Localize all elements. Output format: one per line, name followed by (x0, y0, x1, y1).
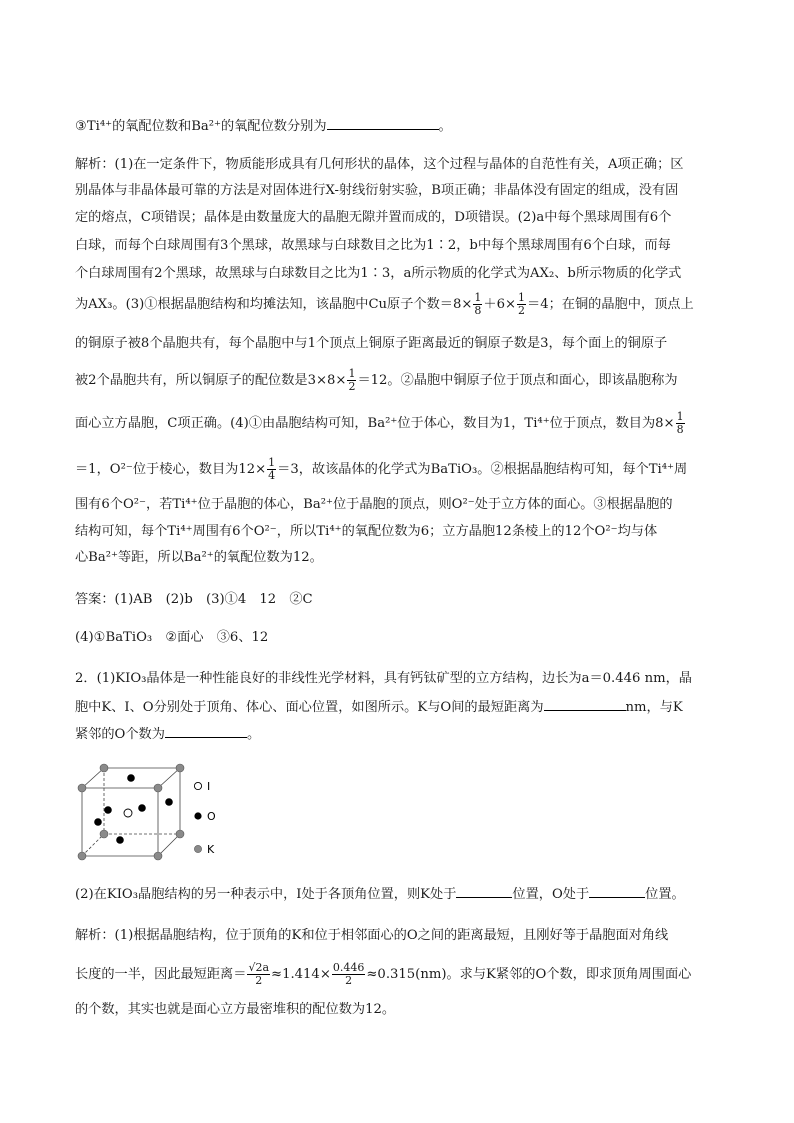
question-2-line: 2．(1)KIO₃晶体是一种性能良好的非线性光学材料，具有钙钛矿型的立方结构，边长为a＝0.446 nm，晶 (75, 671, 692, 686)
o-atom (127, 774, 135, 782)
solution-line (75, 292, 725, 317)
fraction-den: 2 (255, 974, 263, 987)
fraction-num: 1 (518, 291, 526, 304)
solution-line (75, 368, 725, 393)
text-span: ＝1，O²⁻位于棱心，数目为12× (75, 462, 267, 477)
o-atom (104, 806, 112, 814)
fraction (267, 457, 276, 482)
k-atom (154, 852, 162, 860)
question-3-line (75, 115, 725, 137)
o-atom (165, 798, 173, 806)
text-span: ＝3，故该晶体的化学式为BaTiO₃。②根据晶胞结构可知，每个Ti⁴⁺周 (277, 462, 688, 477)
fraction (473, 292, 482, 317)
k-atom (78, 852, 86, 860)
k-atom (154, 784, 162, 792)
k-atom (100, 830, 108, 838)
fraction-den: 8 (474, 304, 482, 317)
text-span: 长度的一半，因此最短距离＝ (75, 967, 247, 982)
text-span: 位置。 (645, 887, 685, 902)
question-2-line (75, 696, 725, 718)
o-atom (138, 804, 146, 812)
fraction (347, 368, 356, 393)
legend-k-swatch (194, 845, 201, 852)
fraction-num: √2a (248, 961, 270, 974)
text-span: 。 (246, 727, 261, 742)
fraction (332, 962, 366, 987)
o-atom (116, 836, 124, 844)
fraction-den: 8 (676, 423, 684, 436)
solution-line: 的铜原子被8个晶胞共有，每个晶胞中与1个顶点上铜原子距离最近的铜原子数是3，每个面上的铜原子 (75, 336, 668, 351)
solution-line: 的个数，其实也就是面心立方最密堆积的配位数为12。 (75, 1002, 396, 1017)
fraction-den: 2 (518, 304, 526, 317)
legend-o-swatch (194, 812, 201, 819)
o-atom (94, 818, 102, 826)
solution-line (75, 962, 725, 987)
k-atom (100, 764, 108, 772)
solution-line (75, 457, 725, 482)
kio3-unit-cell-diagram (70, 760, 250, 870)
legend-i-swatch (194, 782, 201, 789)
solution-line: 结构可知，每个Ti⁴⁺周围有6个O²⁻，所以Ti⁴⁺的氧配位数为6；立方晶胞12条棱上的12个O²⁻均与体 (75, 524, 658, 539)
legend-i-label: I (207, 780, 211, 793)
i-atom (124, 809, 132, 817)
text-span: ＝12。②晶胞中铜原子位于顶点和面心，即该晶胞称为 (357, 373, 678, 388)
legend-o-label: O (207, 810, 216, 823)
punct: 。 (438, 119, 452, 134)
solution-line: 解析：(1)根据晶胞结构，位于顶角的K和位于相邻面心的O之间的距离最短，且刚好等于晶胞面对角线 (75, 928, 669, 943)
fraction-num: 1 (348, 367, 356, 380)
question-text: ③Ti⁴⁺的氧配位数和Ba²⁺的氧配位数分别为 (75, 119, 327, 134)
fraction-num: 1 (474, 291, 482, 304)
solution-line: 心Ba²⁺等距，所以Ba²⁺的氧配位数为12。 (75, 550, 323, 565)
fraction-den: 2 (348, 380, 356, 393)
answer-blank (327, 115, 439, 130)
text-span: 位置，O处于 (512, 887, 590, 902)
k-atom (176, 830, 184, 838)
text-span: ≈1.414× (271, 967, 331, 982)
fraction-num: 1 (676, 410, 684, 423)
answer-blank (165, 723, 247, 738)
solution-line: 个白球周围有2个黑球，故黑球与白球数目之比为1∶3，a所示物质的化学式为AX₂、b所示物质的化学式 (75, 266, 682, 281)
question-2-line (75, 723, 725, 745)
question-2-part-2 (75, 883, 725, 905)
solution-line: 白球，而每个白球周围有3个黑球，故黑球与白球数目之比为1∶2，b中每个黑球周围有6个白球，而每 (75, 238, 671, 253)
fraction-den: 2 (345, 974, 353, 987)
legend-k-label: K (207, 843, 215, 856)
fraction-den: 4 (268, 469, 276, 482)
fraction-num: 0.446 (332, 961, 365, 974)
text-span: 被2个晶胞共有，所以铜原子的配位数是3×8× (75, 373, 347, 388)
text-span: 为AX₃。(3)①根据晶胞结构和均摊法知，该晶胞中Cu原子个数＝8× (75, 297, 473, 312)
text-span: 胞中K、I、O分别处于顶角、体心、面心位置，如图所示。K与O间的最短距离为 (75, 700, 544, 715)
text-span: (2)在KIO₃晶胞结构的另一种表示中，I处于各顶角位置，则K处于 (75, 887, 457, 902)
answer-line: 答案：(1)AB (2)b (3)①4 12 ②C (75, 592, 313, 607)
solution-line: 围有6个O²⁻，若Ti⁴⁺位于晶胞的体心，Ba²⁺位于晶胞的顶点，则O²⁻处于立方体的面心。③根据晶胞的 (75, 497, 673, 512)
answer-line: (4)①BaTiO₃ ②面心 ③6、12 (75, 630, 269, 645)
answer-blank (589, 883, 645, 898)
solution-line: 别晶体与非晶体最可靠的方法是对固体进行X-射线衍射实验，B项正确；非晶体没有固定的组成，没有固 (75, 183, 679, 198)
k-atom (176, 764, 184, 772)
fraction (517, 292, 526, 317)
text-span: 面心立方晶胞，C项正确。(4)①由晶胞结构可知，Ba²⁺位于体心，数目为1，Ti⁴⁺位于顶点，数目为8× (75, 416, 675, 431)
answer-blank (456, 883, 512, 898)
text-span: ＝4；在铜的晶胞中，顶点上 (527, 297, 694, 312)
k-atom (78, 784, 86, 792)
text-span: 紧邻的O个数为 (75, 727, 165, 742)
answer-blank (544, 696, 626, 711)
text-span: ≈0.315(nm)。求与K紧邻的O个数，即求顶角周围面心 (366, 967, 692, 982)
fraction (247, 962, 270, 987)
solution-line (75, 411, 725, 436)
solution-line: 定的熔点，C项错误；晶体是由数量庞大的晶胞无隙并置而成的，D项错误。(2)a中每个黑球周围有6个 (75, 210, 672, 225)
text-span: ＋6× (483, 297, 517, 312)
text-span: nm，与K (625, 700, 683, 715)
fraction-num: 1 (268, 456, 276, 469)
fraction (676, 411, 685, 436)
solution-line: 解析：(1)在一定条件下，物质能形成具有几何形状的晶体，这个过程与晶体的自范性有关，A项正确；区 (75, 157, 684, 172)
